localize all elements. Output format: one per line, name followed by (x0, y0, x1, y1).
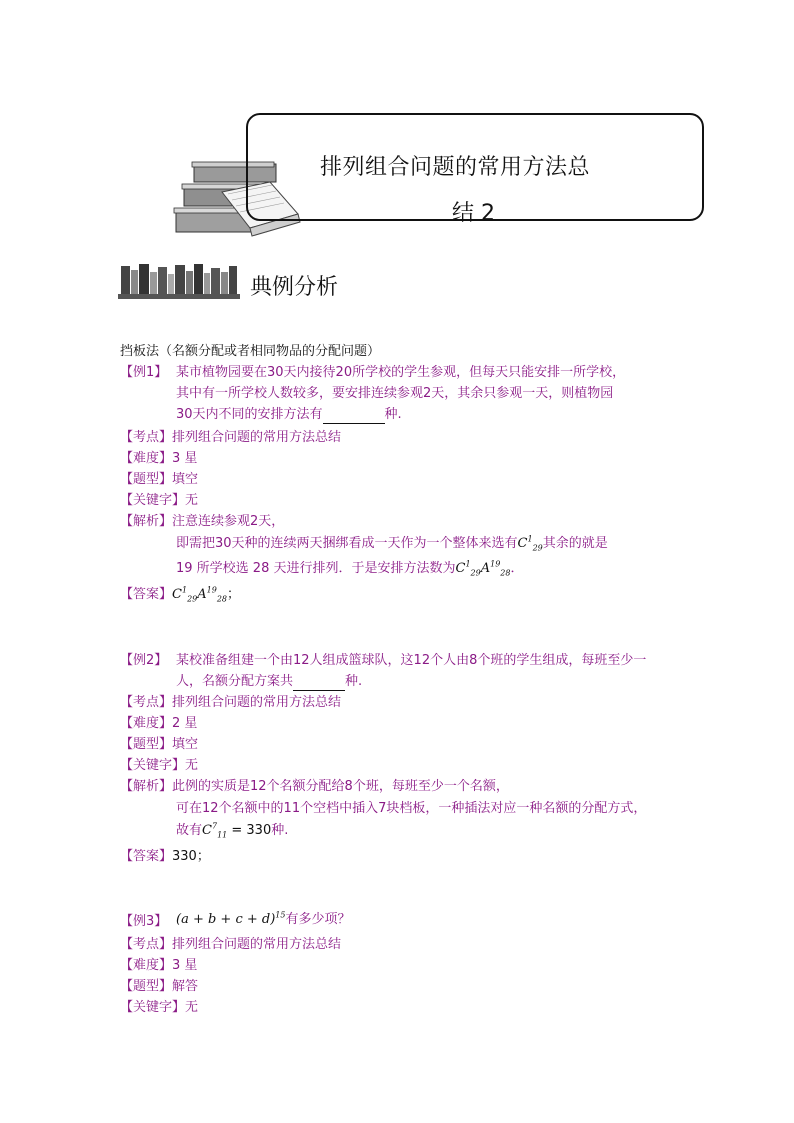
ex2-result-value: = 330 (231, 823, 272, 838)
ex2-answer-tag: 【答案】 (120, 849, 173, 864)
ex1-question-line3-text: 30天内不同的安排方法有 (176, 407, 323, 422)
ex2-guanjianzi-value: 无 (185, 758, 199, 773)
ex1-answer-blank (323, 407, 385, 424)
ex3-kaodian-tag: 【考点】 (120, 937, 173, 952)
ex3-guanjianzi-value: 无 (185, 1000, 199, 1015)
ex1-nandu (120, 451, 197, 467)
ex2-jiexi-line3 (176, 823, 288, 839)
ex1-comb-ca: $C^1_{29}A^{19}_{28}$ (455, 559, 511, 578)
ex1-comb-c: $C^1_{29}$ (517, 534, 543, 553)
ex3-tag: 【例3】 (120, 914, 168, 929)
ex1-jiexi-line2-text: 即需把30天种的连续两天捆绑看成一天作为一个整体来选有 (176, 536, 518, 551)
ex1-tixing-value: 填空 (172, 472, 199, 487)
ex2-guanjianzi (120, 758, 198, 774)
ex3-nandu-value: 3 星 (172, 958, 198, 973)
ex1-answer (120, 587, 240, 603)
ex3-question-text: 有多少项？ (285, 912, 351, 927)
ex1-jiexi-line3-end: ． (510, 561, 524, 576)
ex1-question-line2: 其中有一所学校人数较多，要安排连续参观2天，其余只参观一天，则植物园 (176, 386, 614, 401)
ex2-kaodian-value: 排列组合问题的常用方法总结 (172, 695, 342, 710)
ex1-question-line1: 某市植物园要在30天内接待20所学校的学生参观，但每天只能安排一所学校， (176, 365, 626, 380)
page-title-line1: 排列组合问题的常用方法总 (320, 155, 591, 180)
ex3-tixing-value: 解答 (172, 979, 199, 994)
ex1-kaodian-value: 排列组合问题的常用方法总结 (172, 430, 342, 445)
ex1-nandu-value: 3 星 (172, 451, 198, 466)
ex1-kaodian (120, 430, 341, 446)
ex3-kaodian-value: 排列组合问题的常用方法总结 (172, 937, 342, 952)
ex2-comb-c: $C^7_{11}$ (202, 821, 228, 840)
ex3-nandu-tag: 【难度】 (120, 958, 173, 973)
ex2-answer-value: 330； (172, 849, 210, 864)
ex1-answer-tag: 【答案】 (120, 587, 173, 602)
page-title-line2: 结 2 (452, 201, 495, 226)
ex3-tixing (120, 979, 198, 995)
ex2-tixing-tag: 【题型】 (120, 737, 173, 752)
ex2-guanjianzi-tag: 【关键字】 (120, 758, 186, 773)
ex1-question-line3 (176, 407, 402, 424)
ex2-jiexi-line1: 此例的实质是12个名额分配给8个班，每班至少一个名额， (172, 779, 509, 794)
ex1-jiexi-line3-text: 19 所学校选 28 天进行排列．于是安排方法数为 (176, 561, 456, 576)
ex1-jiexi-tag: 【解析】 (120, 514, 173, 529)
ex2-kaodian-tag: 【考点】 (120, 695, 173, 710)
ex2-kaodian (120, 695, 341, 711)
ex1-answer-value: $C^1_{29}A^{19}_{28}$ (172, 585, 228, 604)
ex2-tixing-value: 填空 (172, 737, 199, 752)
ex1-tag: 【例1】 (120, 365, 168, 380)
ex2-question-line2 (176, 674, 362, 691)
ex1-answer-end: ； (227, 587, 241, 602)
ex1-tixing-tag: 【题型】 (120, 472, 173, 487)
ex1-jiexi-line2-end: 其余的就是 (542, 536, 608, 551)
ex1-jiexi-line1: 注意连续参观2天， (172, 514, 285, 529)
ex3-guanjianzi (120, 1000, 198, 1016)
ex1-kaodian-tag: 【考点】 (120, 430, 173, 445)
bookshelf-icon (118, 262, 240, 300)
ex3-tixing-tag: 【题型】 (120, 979, 173, 994)
ex2-question-line2-text: 人，名额分配方案共 (176, 674, 294, 689)
ex1-jiexi-line3 (176, 561, 524, 577)
ex2-question-line2-end: 种. (345, 674, 363, 689)
ex1-tixing (120, 472, 198, 488)
ex2-answer (120, 849, 210, 865)
ex1-guanjianzi-value: 无 (185, 493, 199, 508)
ex2-nandu-value: 2 星 (172, 716, 198, 731)
ex2-jiexi-line2: 可在12个名额中的11个空档中插入7块档板，一种插法对应一种名额的分配方式， (176, 801, 647, 816)
ex2-question-line1: 某校准备组建一个由12人组成篮球队，这12个人由8个班的学生组成，每班至少一 (176, 653, 647, 668)
ex2-jiexi (120, 779, 509, 795)
ex1-nandu-tag: 【难度】 (120, 451, 173, 466)
ex2-tag: 【例2】 (120, 653, 168, 668)
ex2-jiexi-line3-end: 种. (271, 823, 289, 838)
ex1-guanjianzi (120, 493, 198, 509)
ex1-jiexi-line2 (176, 536, 608, 552)
ex3-guanjianzi-tag: 【关键字】 (120, 1000, 186, 1015)
ex2-nandu-tag: 【难度】 (120, 716, 173, 731)
ex2-nandu (120, 716, 197, 732)
ex3-kaodian (120, 937, 341, 953)
ex2-jiexi-tag: 【解析】 (120, 779, 173, 794)
ex1-question-line3-end: 种. (384, 407, 402, 422)
ex3-expression: $(a + b + c + d)^{15}$ (176, 910, 286, 927)
section-label: 典例分析 (250, 275, 339, 300)
ex3-question (176, 912, 351, 928)
ex1-guanjianzi-tag: 【关键字】 (120, 493, 186, 508)
method-intro: 挡板法（名额分配或者相同物品的分配问题） (120, 344, 381, 359)
ex2-jiexi-line3-text: 故有 (176, 823, 203, 838)
ex1-jiexi (120, 514, 284, 530)
ex2-tixing (120, 737, 198, 753)
ex2-answer-blank (293, 674, 345, 691)
ex3-nandu (120, 958, 197, 974)
